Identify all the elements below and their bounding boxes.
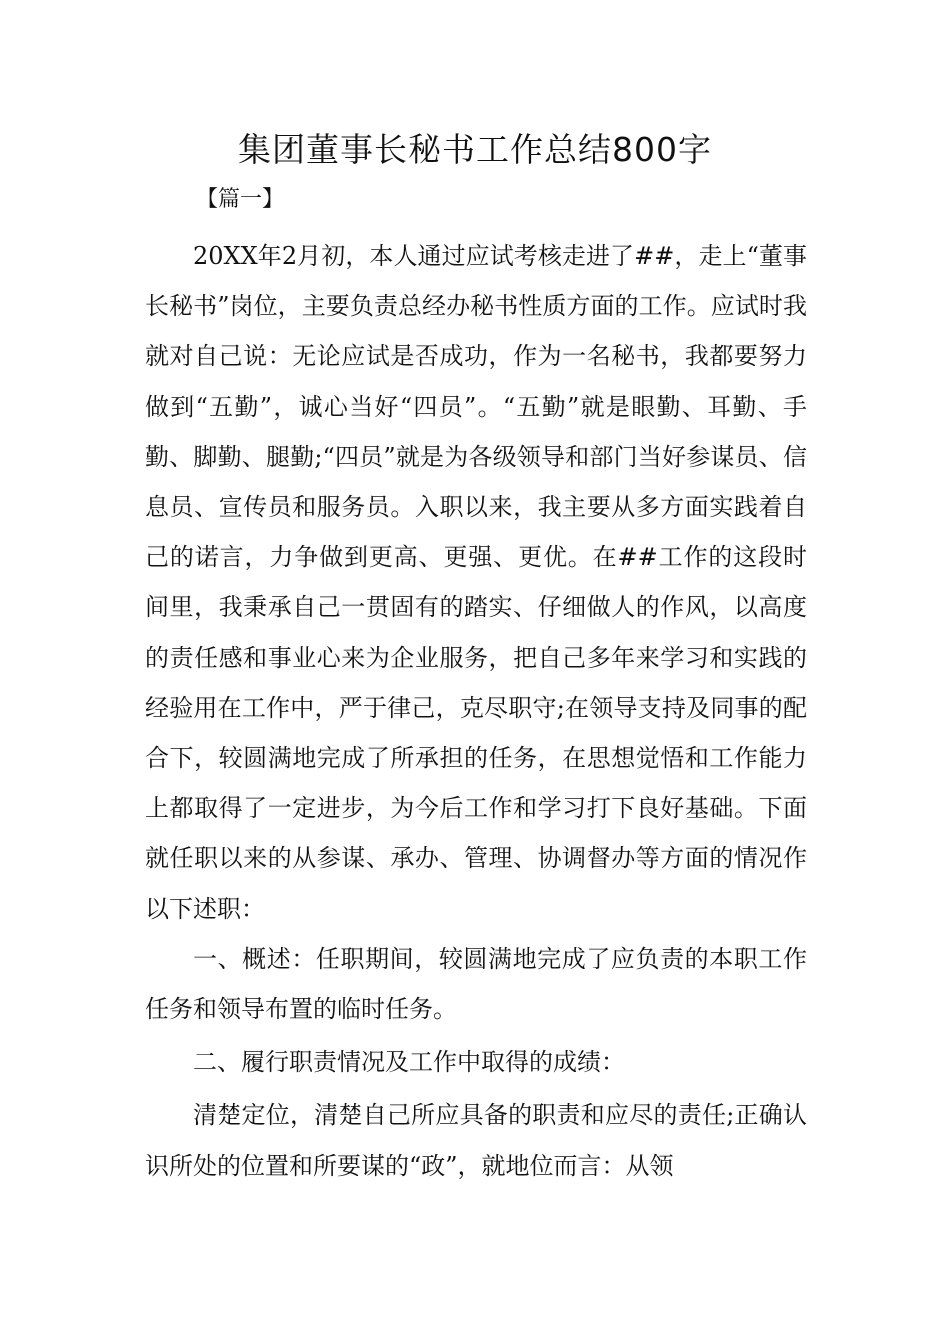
paragraph-overview: 一、概述：任职期间，较圆满地完成了应负责的本职工作任务和领导布置的临时任务。 [145,944,807,1024]
paragraph-duties-heading: 二、履行职责情况及工作中取得的成绩： [193,1048,625,1077]
paragraph-intro: 20XX年2月初，本人通过应试考核走进了##，走上“董事长秘书”岗位，主要负责总经办秘书性质方面的工作。应试时我就对自己说：无论应试是否成功，作为一名秘书，我都要努力做到“五勤”，诚心当好“四员”。“五勤”就是眼勤、耳勤、手勤、脚勤、腿勤;“四员”就是为各级领导和部门当好参谋员、信息员、宣传员和服务员。入职以来，我主要从多方面实践着自己的诺言，力争做到更高、更强、更优。在##工作的这段时间里，我秉承自己一贯固有的踏实、仔细做人的作风，以高度的责任感和事业心来为企业服务，把自己多年来学习和实践的经验用在工作中，严于律己，克尽职守;在领导支持及同事的配合下，较圆满地完成了所承担的任务，在思想觉悟和工作能力上都取得了一定进步，为今后工作和学习打下良好基础。下面就任职以来的从参谋、承办、管理、协调督办等方面的情况作以下述职： [145,242,807,923]
document-title: 集团董事长秘书工作总结800字 [238,130,712,169]
section-label: 【篇一】 [196,187,285,212]
document-body [145,231,807,1194]
paragraph-positioning: 清楚定位，清楚自己所应具备的职责和应尽的责任;正确认识所处的位置和所要谋的“政”，就地位而言：从领 [145,1101,807,1180]
